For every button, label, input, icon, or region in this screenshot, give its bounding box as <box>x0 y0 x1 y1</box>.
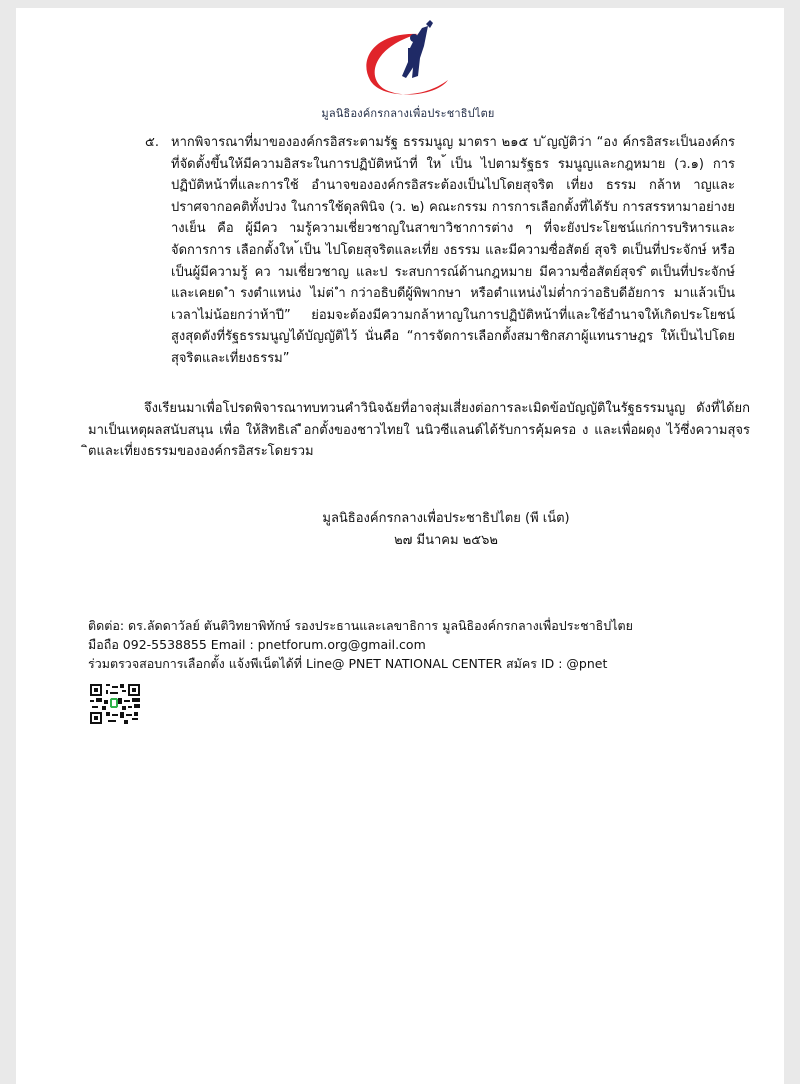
closing-paragraph: จึงเรียนมาเพื่อโปรดพิจารณาทบทวนคำวินิจฉัยที่อาจสุ่มเสี่ยงต่อการละเมิดข้อบัญญัติในรัฐธรรมนูญ ดังที่ได้ยกมาเป็นเหตุผลสนับสนุน เพื่อ ให้สิทธิเล ือกตั้งของชาวไทยใ นนิวซีแลนด์ได้รับการคุ้มครอ ง และเพื่อผดุง ไว้ซึ่งความสุจร ิตและเที่ยงธรรมขององค์กรอิสระโดยรวม <box>88 401 750 460</box>
item-5-text: หากพิจารณาที่มาขององค์กรอิสระตามรัฐ ธรรมนูญ มาตรา ๒๑๕ บ ัญญัติว่า “อง ค์กรอิสระเป็นองค์กร ที่จัดตั้งขึ้นให้มีความอิสระในการปฏิบัติหน้าที่ ให ้เป็น ไปตามรัฐธร รมนูญและกฎหมาย (ว.๑) การปฏิบัติหน้าที่และการใช้ อำนาจขององค์กรอิสระต้องเป็นไปโดยสุจริต เที่ยง ธรรม กล้าห าญและปราศจากอคติทั้งปวง ในการใช้ดุลพินิจ (ว. ๒) คณะกรรม การการเลือกตั้งที่ได้รับ การสรรหามาอย่างย างเย็น คือ ผู้มีคว ามรู้ความเชี่ยวชาญในสาขาวิชาการต่าง ๆ ที่จะยังประโยชน์แก่การบริหารและ จัดการการ เลือกตั้งให ้เป็น ไปโดยสุจริตและเที่ย งธรรม และมีความซื่อสัตย์ สุจริ ตเป็นที่ประจักษ์ หรือเป็นผู้มีความรู้ คว ามเชี่ยวชาญ และป ระสบการณ์ด้านกฎหมาย มีความซื่อสัตย์สุจร ิตเป็นที่ประจักษ์และเคยด ำรงตำแหน่ง ไม่ต่ ำกว่าอธิบดีผู้พิพากษา หรือตำแหน่งไม่ต่ำกว่าอธิบดีอัยการ มาแล้วเป็นเวลาไม่น้อยกว่าห้าปี” ย่อมจะต้องมีความกล้าหาญในการปฏิบัติหน้าที่และใช้อำนาจให้เกิดประโยชน์สูงสุดดังที่รัฐธรรมนูญได้บัญญัติไว้ นั่นคือ “การจัดการเลือกตั้งสมาชิกสภาผู้แทนราษฎร ให้เป็นไปโดยสุจริตและเที่ยงธรรม” <box>171 135 735 366</box>
contact-person: ติดต่อ: ดร.ลัดดาวัลย์ ตันติวิทยาพิทักษ์ รองประธานและเลขาธิการ มูลนิธิองค์กรกลางเพื่อประชาธิปไตย <box>88 618 633 633</box>
organization-name: มูลนิธิองค์กรกลางเพื่อประชาธิปไตย <box>321 107 495 120</box>
contact-line-id: ร่วมตรวจสอบการเลือกตั้ง แจ้งพีเน็ตได้ที่ Line@ PNET NATIONAL CENTER สมัคร ID : @pnet <box>88 656 608 671</box>
pnet-logo-icon <box>356 18 460 102</box>
letter-page <box>16 8 784 1084</box>
contact-block <box>88 616 728 673</box>
signature-block <box>16 508 784 552</box>
signature-organization: มูลนิธิองค์กรกลางเพื่อประชาธิปไตย (พี เน็ต) <box>322 511 570 526</box>
contact-phone-email: มือถือ 092-5538855 Email : pnetforum.org@gmail.com <box>88 637 426 652</box>
signature-date: ๒๗ มีนาคม ๒๕๖๒ <box>394 533 498 548</box>
qr-code-icon <box>90 684 140 724</box>
organization-logo <box>308 18 508 122</box>
item-5-paragraph <box>145 132 735 370</box>
item-5-number: ๕. <box>145 135 159 150</box>
